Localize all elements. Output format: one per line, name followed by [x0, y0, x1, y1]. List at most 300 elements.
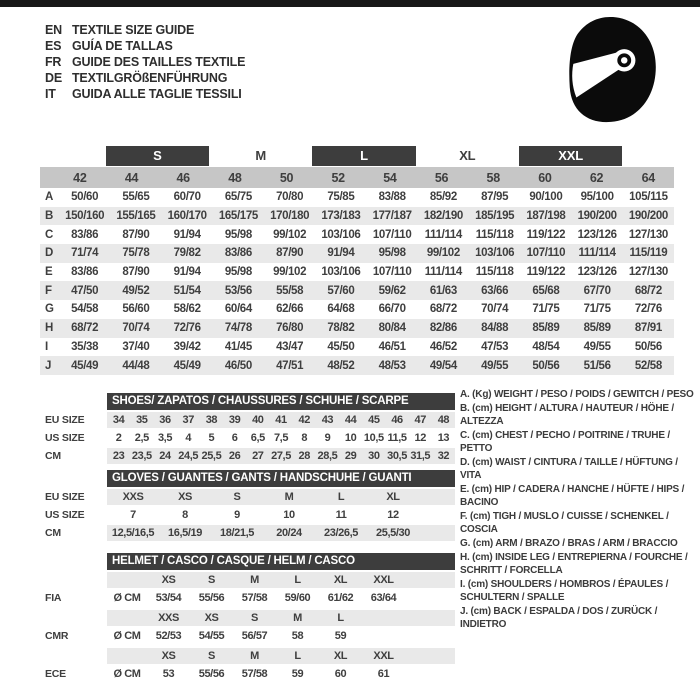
measurement-cell: 123/126	[577, 228, 617, 241]
size-row	[45, 489, 455, 505]
measurement-cell: 95/98	[224, 228, 252, 241]
value-cell: M	[284, 491, 294, 503]
helmet-size-labels	[107, 610, 455, 626]
measurement-cell: 103/106	[321, 228, 361, 241]
size-row	[45, 525, 455, 541]
row-letter: H	[45, 322, 53, 335]
size-number-cell: 56	[434, 170, 449, 185]
measurement-cell: 91/94	[327, 247, 355, 260]
measurement-cell: 41/45	[224, 340, 252, 353]
measurement-cell: 111/114	[424, 266, 462, 279]
standard-label-ece: ECE	[45, 668, 66, 680]
measurement-cell: 68/72	[71, 322, 99, 335]
row-values	[107, 489, 455, 505]
row-letter: J	[45, 359, 52, 372]
measurement-cell: 71/74	[71, 247, 99, 260]
value-cell: 44	[344, 414, 357, 426]
measurement-cell: 105/115	[629, 191, 668, 204]
measurement-row	[40, 281, 674, 300]
value-cell: 9	[234, 509, 240, 521]
helmet-size-labels	[107, 648, 455, 664]
measurement-cell: 85/89	[583, 322, 611, 335]
legend-entry: E. (cm) HIP / CADERA / HANCHE / HÜFTE / HIPS / BACINO	[460, 484, 685, 508]
size-number-cell: 48	[228, 170, 242, 185]
value-cell: 12,5/16,5	[111, 527, 155, 539]
measurement-cell: 84/88	[481, 322, 509, 335]
language-label: TEXTILGRÖßENFÜHRUNG	[72, 71, 228, 85]
measurement-cell: 39/42	[173, 340, 201, 353]
standard-label-fia: FIA	[45, 592, 62, 604]
gloves-size-section	[45, 470, 455, 541]
measurement-legend	[460, 388, 700, 632]
measurement-cell: 72/76	[173, 322, 201, 335]
measurement-cell: 85/92	[429, 191, 457, 204]
measurement-cell: 67/70	[583, 284, 611, 297]
measurement-row	[40, 225, 674, 244]
measurement-cell: 43/47	[276, 340, 304, 353]
measurement-cell: 99/102	[273, 228, 307, 241]
measurement-row	[40, 338, 674, 357]
measurement-cell: 68/72	[634, 284, 662, 297]
legend-entry: D. (cm) WAIST / CINTURA / TAILLE / HÜFTUNG / VITA	[460, 457, 678, 481]
helmet-size-cell: L	[294, 574, 301, 586]
size-number-cell: 46	[176, 170, 190, 185]
helmet-standard-values	[107, 666, 455, 682]
row-letter: D	[45, 247, 53, 260]
helmet-standard-row	[45, 590, 455, 606]
row-values	[107, 430, 455, 446]
measurement-cell: 95/98	[224, 266, 252, 279]
measurement-rows	[40, 188, 674, 375]
size-group-s: S	[106, 146, 209, 166]
measurement-cell: 185/195	[475, 210, 515, 223]
size-number-cell: 60	[538, 170, 552, 185]
helmet-value-cell: 60	[334, 668, 347, 680]
measurement-cell: 56/60	[122, 303, 150, 316]
value-cell: 40	[252, 414, 264, 426]
measurement-cell: 111/114	[578, 247, 616, 260]
helmet-size-section	[45, 553, 455, 682]
measurement-cell: 177/187	[372, 210, 412, 223]
value-cell: 25,5	[201, 450, 222, 462]
measurement-cell: 103/106	[475, 247, 515, 260]
measurement-cell: 115/119	[629, 247, 668, 260]
measurement-cell: 83/86	[71, 228, 99, 241]
measurement-cell: 65/75	[224, 191, 252, 204]
language-code: DE	[45, 71, 62, 85]
measurement-cell: 127/130	[628, 266, 668, 279]
measurement-cell: 91/94	[173, 266, 201, 279]
measurement-cell: 49/52	[122, 284, 150, 297]
helmet-value-cell: 57/58	[241, 668, 268, 680]
measurement-cell: 127/130	[628, 228, 668, 241]
value-cell: 41	[275, 414, 287, 426]
helmet-size-cell: XL	[333, 650, 348, 662]
measurement-cell: 45/49	[71, 359, 99, 372]
value-cell: 24,5	[178, 450, 199, 462]
helmet-standard-values	[107, 628, 455, 644]
measurement-cell: 68/72	[429, 303, 457, 316]
measurement-cell: 74/78	[224, 322, 252, 335]
measurement-cell: 99/102	[426, 247, 460, 260]
measurement-cell: 48/53	[378, 359, 406, 372]
helmet-value-cell: 53/54	[155, 592, 182, 604]
size-number-cell: 64	[641, 170, 655, 185]
measurement-cell: 82/86	[429, 322, 457, 335]
measurement-cell: 87/91	[634, 322, 662, 335]
language-label: GUIDA ALLE TAGLIE TESSILI	[72, 87, 242, 101]
legend-entry: F. (cm) TIGH / MUSLO / CUISSE / SCHENKEL / COSCIA	[460, 511, 669, 535]
measurement-row	[40, 263, 674, 282]
helmet-standard-values	[107, 590, 455, 606]
measurement-cell: 64/68	[327, 303, 355, 316]
row-label: EU SIZE	[45, 491, 85, 503]
row-label: US SIZE	[45, 509, 85, 521]
measurement-cell: 107/110	[526, 247, 566, 260]
measurement-cell: 115/118	[475, 228, 514, 241]
size-row	[45, 507, 455, 523]
legend-entry: G. (cm) ARM / BRAZO / BRAS / ARM / BRACCIO	[460, 538, 678, 549]
size-group-header-row	[40, 146, 674, 166]
measurement-cell: 46/51	[378, 340, 406, 353]
measurement-cell: 65/68	[532, 284, 560, 297]
measurement-cell: 35/38	[71, 340, 99, 353]
measurement-cell: 90/100	[529, 191, 563, 204]
row-letter: F	[45, 284, 52, 297]
measurement-cell: 50/60	[71, 191, 99, 204]
value-cell: 27,5	[271, 450, 291, 462]
measurement-cell: 45/49	[173, 359, 201, 372]
helmet-value-cell: 55/56	[198, 668, 225, 680]
language-code: IT	[45, 87, 56, 101]
value-cell: L	[337, 491, 345, 503]
helmet-size-header-row	[45, 610, 455, 626]
helmet-size-labels	[107, 572, 455, 588]
measurement-cell: 76/80	[276, 322, 304, 335]
value-cell: 34	[112, 414, 125, 426]
value-cell: 10	[344, 432, 357, 444]
helmet-size-cell: L	[337, 612, 344, 624]
measurement-cell: 95/100	[580, 191, 614, 204]
helmet-value-cell: 53	[162, 668, 175, 680]
measurement-cell: 61/63	[429, 284, 457, 297]
legend-entry: B. (cm) HEIGHT / ALTURA / HAUTEUR / HÖHE / ALTEZZA	[460, 403, 675, 427]
legend-entry: A. (Kg) WEIGHT / PESO / POIDS / GEWITCH / PESO	[460, 389, 694, 400]
measurement-cell: 48/54	[532, 340, 560, 353]
value-cell: 23,5	[131, 450, 152, 462]
measurement-row	[40, 207, 674, 226]
value-cell: 25,5/30	[376, 527, 410, 539]
measurement-cell: 187/198	[526, 210, 566, 223]
value-cell: 38	[205, 414, 218, 426]
helmet-value-cell: 58	[291, 630, 304, 642]
language-list	[45, 22, 245, 102]
row-letter: G	[45, 303, 54, 316]
value-cell: 28	[298, 450, 310, 462]
language-row	[45, 22, 245, 38]
helmet-size-cell: M	[250, 650, 259, 662]
value-cell: 39	[228, 414, 241, 426]
helmet-value-cell: 61	[377, 668, 390, 680]
measurement-cell: 72/76	[634, 303, 662, 316]
measurement-cell: 52/58	[634, 359, 662, 372]
value-cell: XXS	[122, 491, 144, 503]
measurement-cell: 155/165	[116, 210, 156, 223]
measurement-cell: 119/122	[526, 228, 566, 241]
measurement-cell: 83/86	[71, 266, 99, 279]
value-cell: 20/24	[276, 527, 302, 539]
row-values	[107, 412, 455, 428]
size-number-cell: 44	[124, 170, 139, 185]
language-label: TEXTILE SIZE GUIDE	[72, 23, 195, 37]
measurement-cell: 87/90	[122, 228, 150, 241]
measurement-cell: 45/50	[327, 340, 355, 353]
shoes-size-section	[45, 393, 455, 464]
row-letter: A	[45, 191, 53, 204]
language-row	[45, 54, 245, 70]
measurement-cell: 107/110	[372, 266, 412, 279]
measurement-cell: 95/98	[378, 247, 406, 260]
language-row	[45, 86, 245, 102]
value-cell: 2,5	[134, 432, 149, 444]
measurement-cell: 165/175	[218, 210, 258, 223]
helmet-value-cell: 57/58	[241, 592, 268, 604]
language-row	[45, 38, 245, 54]
value-cell: 46	[391, 414, 403, 426]
row-label: CM	[45, 527, 61, 539]
value-cell: 9	[324, 432, 331, 444]
helmet-size-cell: XXL	[373, 574, 394, 586]
measurement-cell: 160/170	[167, 210, 207, 223]
measurement-cell: 182/190	[423, 210, 463, 223]
value-cell: 48	[437, 414, 450, 426]
value-cell: 32	[437, 450, 450, 462]
measurement-cell: 49/55	[481, 359, 509, 372]
language-code: FR	[45, 55, 62, 69]
value-cell: 7,5	[273, 432, 289, 444]
value-cell: 10	[283, 509, 295, 521]
helmet-value-cell: 56/57	[241, 630, 268, 642]
legend-entry: J. (cm) BACK / ESPALDA / DOS / ZURÜCK / INDIETRO	[460, 606, 658, 630]
helmet-size-cell: L	[294, 650, 301, 662]
measurement-cell: 87/90	[122, 266, 150, 279]
helmet-value-cell: 55/56	[198, 592, 225, 604]
row-label: EU SIZE	[45, 414, 85, 426]
helmet-size-header-row	[45, 648, 455, 664]
size-row	[45, 430, 455, 446]
measurement-cell: 150/160	[65, 210, 105, 223]
measurement-cell: 51/54	[173, 284, 201, 297]
top-strip	[0, 0, 700, 7]
helmet-size-cell: S	[208, 574, 215, 586]
helmet-size-cell: XXS	[158, 612, 179, 624]
size-number-cell: 62	[589, 170, 604, 185]
row-values	[107, 448, 455, 464]
language-label: GUÍA DE TALLAS	[72, 39, 173, 53]
numeric-size-row	[40, 167, 674, 188]
value-cell: 43	[321, 414, 334, 426]
measurement-cell: 62/66	[276, 303, 304, 316]
measurement-cell: 55/65	[122, 191, 150, 204]
value-cell: 13	[437, 432, 450, 444]
value-cell: S	[233, 491, 241, 503]
helmet-value-cell: 61/62	[327, 592, 354, 604]
measurement-cell: 50/56	[634, 340, 662, 353]
language-code: ES	[45, 39, 62, 53]
helmet-size-cell: XXL	[373, 650, 394, 662]
measurement-row	[40, 300, 674, 319]
value-cell: 23/26,5	[324, 527, 358, 539]
measurement-cell: 170/180	[270, 210, 310, 223]
measurement-cell: 59/62	[378, 284, 406, 297]
row-label: CM	[45, 450, 61, 462]
measurement-cell: 54/58	[71, 303, 99, 316]
size-group-xxl: XXL	[519, 146, 622, 166]
helmet-value-cell: 52/53	[155, 630, 182, 642]
value-cell: 11	[335, 509, 347, 521]
value-cell: 7	[130, 509, 136, 521]
row-letter: E	[45, 266, 53, 279]
helmet-size-cell: XS	[161, 574, 176, 586]
value-cell: 30	[368, 450, 380, 462]
size-row	[45, 448, 455, 464]
size-number-cell: 58	[486, 170, 500, 185]
measurement-cell: 51/56	[583, 359, 611, 372]
measurement-cell: 190/200	[577, 210, 617, 223]
helmet-table-title: HELMET / CASCO / CASQUE / HELM / CASCO	[107, 553, 455, 570]
value-cell: 5	[208, 432, 215, 444]
value-cell: XS	[178, 491, 192, 503]
value-cell: 23	[112, 450, 125, 462]
measurement-cell: 87/90	[276, 247, 304, 260]
helmet-value-cell: 59	[291, 668, 304, 680]
value-cell: 12	[414, 432, 426, 444]
measurement-cell: 44/48	[122, 359, 150, 372]
standard-label-cmr: CMR	[45, 630, 69, 642]
value-cell: 3,5	[157, 432, 173, 444]
row-values	[107, 525, 455, 541]
measurement-cell: 99/102	[273, 266, 307, 279]
value-cell: 8	[182, 509, 188, 521]
measurement-cell: 78/82	[327, 322, 355, 335]
value-cell: 12	[387, 509, 399, 521]
measurement-cell: 70/80	[276, 191, 304, 204]
helmet-value-cell: 59	[334, 630, 347, 642]
value-cell: 42	[298, 414, 310, 426]
measurement-cell: 87/95	[481, 191, 509, 204]
measurement-cell: 119/122	[526, 266, 566, 279]
measurement-cell: 58/62	[173, 303, 201, 316]
diameter-unit: Ø CM	[113, 668, 141, 680]
value-cell: 10,5	[363, 432, 384, 444]
value-cell: 28,5	[317, 450, 338, 462]
measurement-cell: 75/78	[122, 247, 150, 260]
language-label: GUIDE DES TAILLES TEXTILE	[72, 55, 246, 69]
measurement-row	[40, 356, 674, 375]
helmet-value-cell: 54/55	[198, 630, 225, 642]
value-cell: 16,5/19	[168, 527, 202, 539]
helmet-standard-row	[45, 666, 455, 682]
value-cell: 24	[159, 450, 171, 462]
value-cell: 37	[182, 414, 194, 426]
value-cell: 8	[301, 432, 308, 444]
measurement-cell: 80/84	[378, 322, 406, 335]
value-cell: 35	[136, 414, 148, 426]
measurement-cell: 111/114	[424, 228, 462, 241]
size-number-cell: 54	[383, 170, 397, 185]
value-cell: XL	[386, 491, 400, 503]
value-cell: 36	[159, 414, 171, 426]
size-group-m: M	[255, 148, 266, 163]
measurement-cell: 46/50	[224, 359, 252, 372]
legend-entry: H. (cm) INSIDE LEG / ENTREPIERNA / FOURCHE / SCHRITT / FORCELLA	[460, 552, 688, 576]
measurement-cell: 173/183	[321, 210, 361, 223]
measurement-cell: 48/52	[327, 359, 355, 372]
gloves-title: GLOVES / GUANTES / GANTS / HANDSCHUHE / GUANTI	[107, 470, 455, 487]
measurement-cell: 103/106	[321, 266, 361, 279]
measurement-cell: 50/56	[532, 359, 560, 372]
helmet-size-cell: S	[251, 612, 258, 624]
value-cell: 11,5	[387, 432, 407, 444]
row-letter: B	[45, 210, 53, 223]
measurement-cell: 123/126	[577, 266, 617, 279]
measurement-cell: 37/40	[122, 340, 150, 353]
measurement-cell: 85/89	[532, 322, 560, 335]
measurement-cell: 47/50	[71, 284, 99, 297]
measurement-cell: 47/51	[276, 359, 304, 372]
diameter-unit: Ø CM	[113, 592, 141, 604]
row-label: US SIZE	[45, 432, 85, 444]
value-cell: 29	[344, 450, 357, 462]
size-number-cell: 52	[331, 170, 345, 185]
value-cell: 31,5	[410, 450, 431, 462]
helmet-size-cell: XS	[161, 650, 176, 662]
measurement-row	[40, 319, 674, 338]
size-number-cell: 50	[279, 170, 294, 185]
measurement-cell: 49/55	[583, 340, 611, 353]
measurement-cell: 91/94	[173, 228, 201, 241]
value-cell: 45	[368, 414, 380, 426]
value-cell: 6,5	[250, 432, 265, 444]
measurement-row	[40, 188, 674, 207]
helmet-size-cell: S	[208, 650, 215, 662]
helmet-size-cell: M	[250, 574, 259, 586]
row-letter: C	[45, 228, 53, 241]
helmet-icon	[560, 14, 662, 126]
measurement-cell: 83/88	[378, 191, 406, 204]
value-cell: 2	[115, 432, 122, 444]
language-code: EN	[45, 23, 62, 37]
shoes-title: SHOES/ ZAPATOS / CHAUSSURES / SCHUHE / SCARPE	[107, 393, 455, 410]
measurement-row	[40, 244, 674, 263]
value-cell: 18/21,5	[220, 527, 254, 539]
measurement-cell: 71/75	[532, 303, 560, 316]
value-cell: 6	[231, 432, 238, 444]
helmet-value-cell: 63/64	[370, 592, 397, 604]
measurement-cell: 107/110	[372, 228, 412, 241]
measurement-cell: 71/75	[583, 303, 611, 316]
measurement-cell: 63/66	[481, 284, 509, 297]
helmet-size-header-row	[45, 572, 455, 588]
value-cell: 26	[228, 450, 241, 462]
measurement-cell: 46/52	[429, 340, 457, 353]
textile-size-table	[40, 146, 674, 375]
measurement-cell: 190/200	[628, 210, 668, 223]
measurement-cell: 55/58	[276, 284, 304, 297]
row-letter: I	[45, 340, 48, 353]
size-group-xl: XL	[459, 148, 476, 163]
measurement-cell: 83/86	[224, 247, 252, 260]
